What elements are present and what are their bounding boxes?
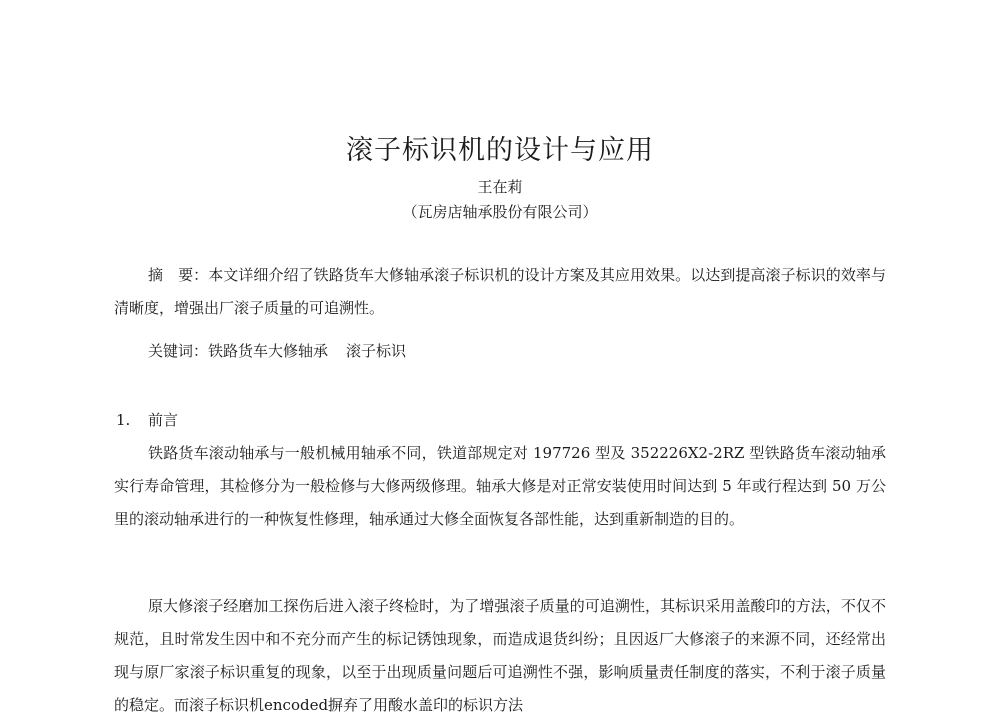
body-paragraph: 原大修滚子经磨加工探伤后进入滚子终检时，为了增强滚子质量的可追溯性，其标识采用盖酸印的方法，不仅不规范，且时常发生因中和不充分而产生的标记锈蚀现象，而造成退货纠纷；且因返厂大修滚子的来源不同，还经常出现与原厂家滚子标识重复的现象，以至于出现质量问题后可追溯性不强，影响质量责任制度的落实，不利于滚子质量的稳定。而滚子标识机encoded摒弃了用酸水盖印的标识方法	[114, 597, 886, 714]
section-heading	[116, 404, 178, 437]
keywords-line	[148, 335, 886, 368]
section-title: 前言	[148, 411, 179, 429]
keyword-item: 滚子标识	[346, 342, 407, 360]
abstract-paragraph: 摘 要：本文详细介绍了铁路货车大修轴承滚子标识机的设计方案及其应用效果。以达到提高滚子标识的效率与清晰度，增强出厂滚子质量的可追溯性。	[114, 266, 886, 317]
paper-title: 滚子标识机的设计与应用	[346, 135, 654, 166]
body-paragraph: 铁路货车滚动轴承与一般机械用轴承不同，铁道部规定对 197726 型及 352226X2-2RZ 型铁路货车滚动轴承实行寿命管理，其检修分为一般检修与大修两级修理。轴承大修是对正常安装使用时间达到 5 年或行程达到 50 万公里的滚动轴承进行的一种恢复性修理，轴承通过大修全面恢复各部性能，达到重新制造的目的。	[114, 444, 886, 528]
section-number: 1.	[116, 411, 131, 429]
author-name: 王在莉	[477, 178, 523, 196]
keywords-label: 关键词：	[148, 342, 209, 360]
author-affiliation: （瓦房店轴承股份有限公司）	[402, 203, 598, 221]
keyword-item: 铁路货车大修轴承	[208, 342, 329, 360]
